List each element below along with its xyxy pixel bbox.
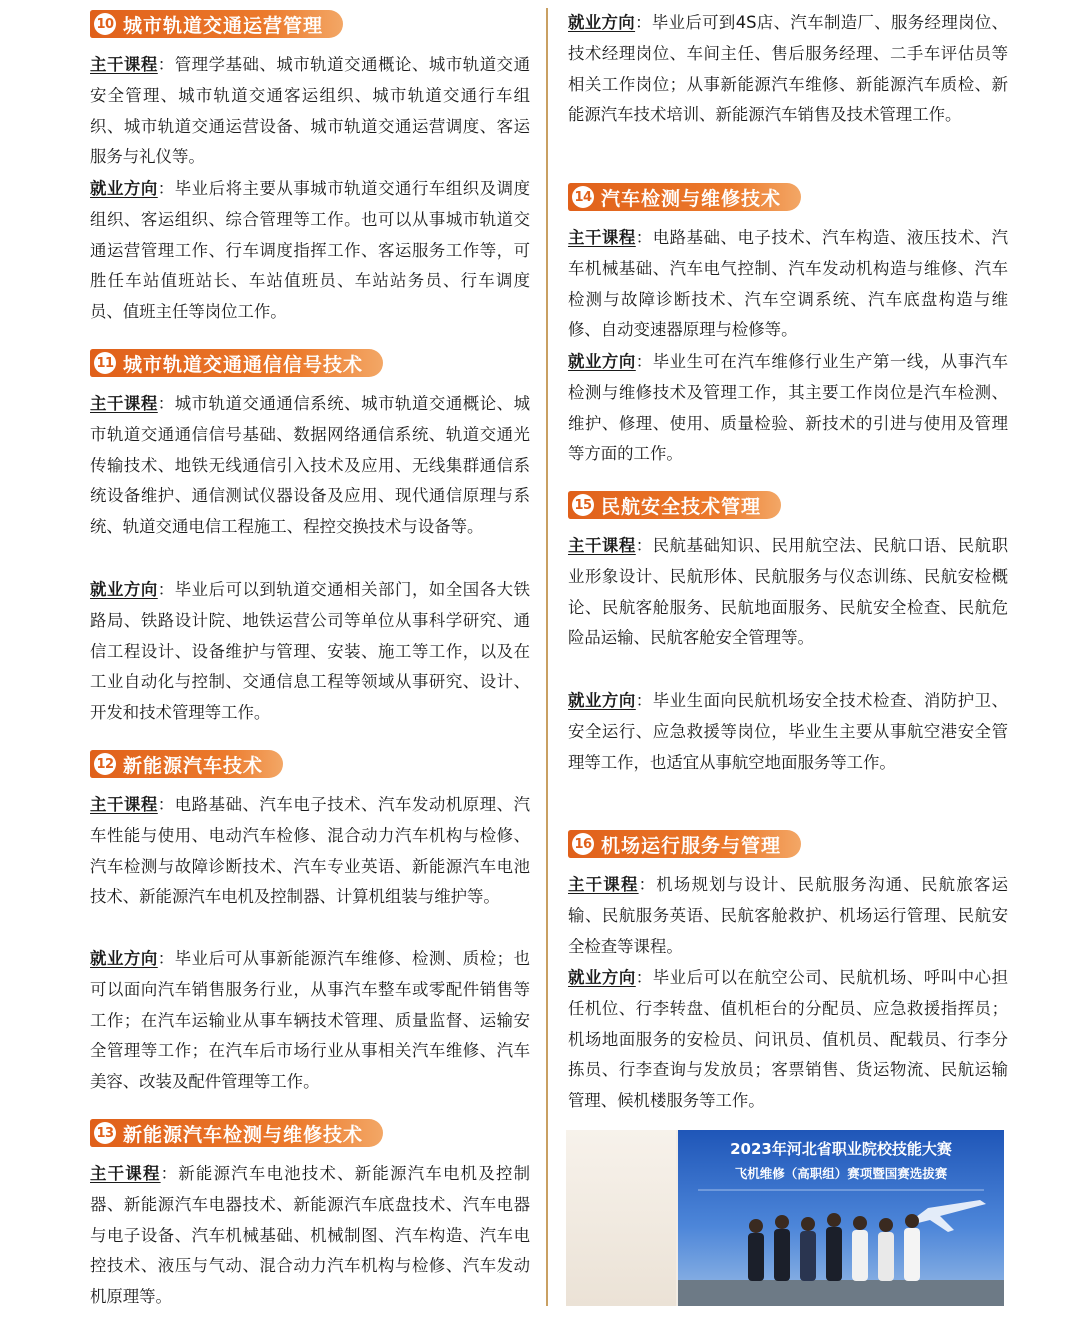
section-title: 民航安全技术管理 bbox=[601, 495, 762, 518]
section-heading-bar bbox=[90, 1119, 383, 1147]
section-number: 16 bbox=[572, 833, 594, 855]
section-heading-bar bbox=[568, 830, 801, 858]
jobs-paragraph-15: 就业方向：毕业生面向民航机场安全技术检查、消防护卫、安全运行、应急救援等岗位，毕业生主要从事航空港安全管理等工作，也适宜从事航空地面服务等工作。 bbox=[568, 691, 1009, 772]
courses-paragraph-10: 主干课程：管理学基础、城市轨道交通概论、城市轨道交通安全管理、城市轨道交通客运组织、城市轨道交通行车组织、城市轨道交通运营设备、城市轨道交通运营调度、客运服务与礼仪等。 bbox=[90, 55, 531, 167]
jobs-text: 毕业后可从事新能源汽车维修、检测、质检；也可以面向汽车销售服务行业，从事汽车整车或零配件销售等工作；在汽车运输业从事车辆技术管理、质量监督、运输安全管理等工作；在汽车后市场行业从事相关汽车维修、汽车美容、改装及配件管理等工作。 bbox=[90, 949, 531, 1092]
courses-paragraph-12: 主干课程：电路基础、汽车电子技术、汽车发动机原理、汽车性能与使用、电动汽车检修、混合动力汽车机构与检修、汽车检测与故障诊断技术、汽车专业英语、新能源汽车电池技术、新能源汽车电机及控制器、计算机组装与维护等。 bbox=[90, 795, 531, 907]
courses-label: 主干课程 bbox=[568, 228, 636, 247]
section-heading-bar bbox=[90, 750, 283, 778]
courses-text: 电路基础、汽车电子技术、汽车发动机原理、汽车性能与使用、电动汽车检修、混合动力汽车机构与检修、汽车检测与故障诊断技术、汽车专业英语、新能源汽车电池技术、新能源汽车电机及控制器、计算机组装与维护等。 bbox=[90, 795, 531, 907]
section-heading-14 bbox=[568, 182, 801, 212]
courses-label: 主干课程 bbox=[568, 875, 639, 894]
photo-left-panel bbox=[566, 1130, 676, 1306]
jobs-paragraph-13: 就业方向：毕业后可到4S店、汽车制造厂、服务经理岗位、技术经理岗位、车间主任、售后服务经理、二手车评估员等相关工作岗位；从事新能源汽车维修、新能源汽车质检、新能源汽车技术培训、新能源汽车销售及技术管理工作。 bbox=[568, 13, 1009, 125]
photo-title: 2023年河北省职业院校技能大赛 bbox=[730, 1140, 952, 1158]
section-heading-bar bbox=[90, 349, 383, 377]
section-heading-10 bbox=[90, 9, 343, 39]
jobs-label: 就业方向 bbox=[568, 352, 636, 371]
jobs-text: 毕业后可以到轨道交通相关部门，如全国各大铁路局、铁路设计院、地铁运营公司等单位从事科学研究、通信工程设计、设备维护与管理、安装、施工等工作，以及在工业自动化与控制、交通信息工程等领域从事研究、设计、开发和技术管理等工作。 bbox=[90, 580, 531, 723]
section-heading-15 bbox=[568, 490, 781, 520]
jobs-label: 就业方向 bbox=[90, 179, 158, 198]
courses-paragraph-14: 主干课程：电路基础、电子技术、汽车构造、液压技术、汽车机械基础、汽车电气控制、汽车发动机构造与维修、汽车检测与故障诊断技术、汽车空调系统、汽车底盘构造与维修、自动变速器原理与检修等。 bbox=[568, 228, 1009, 340]
jobs-label: 就业方向 bbox=[568, 691, 636, 710]
courses-label: 主干课程 bbox=[90, 795, 158, 814]
courses-paragraph-15: 主干课程：民航基础知识、民用航空法、民航口语、民航职业形象设计、民航形体、民航服务与仪态训练、民航安检概论、民航客舱服务、民航地面服务、民航安全检查、民航危险品运输、民航客舱安全管理等。 bbox=[568, 536, 1009, 648]
section-title: 城市轨道交通运营管理 bbox=[123, 14, 324, 37]
courses-label: 主干课程 bbox=[90, 1164, 161, 1183]
section-number: 12 bbox=[94, 753, 116, 775]
group-photo-illustration bbox=[678, 1130, 1004, 1306]
section-title: 机场运行服务与管理 bbox=[601, 834, 782, 857]
jobs-paragraph-14: 就业方向：毕业生可在汽车维修行业生产第一线，从事汽车检测与维修技术及管理工作，其主要工作岗位是汽车检测、维护、修理、使用、质量检验、新技术的引进与使用及管理等方面的工作。 bbox=[568, 352, 1009, 464]
jobs-text: 毕业后将主要从事城市轨道交通行车组织及调度组织、客运组织、综合管理等工作。也可以从事城市轨道交通运营管理工作、行车调度指挥工作、客运服务工作等，可胜任车站值班站长、车站值班员、车站站务员、行车调度员、值班主任等岗位工作。 bbox=[90, 179, 531, 322]
courses-text: 城市轨道交通通信系统、城市轨道交通概论、城市轨道交通通信信号基础、数据网络通信系统、轨道交通光传输技术、地铁无线通信引入技术及应用、无线集群通信系统设备维护、通信测试仪器设备及应用、现代通信原理与系统、轨道交通电信工程施工、程控交换技术与设备等。 bbox=[90, 394, 531, 537]
courses-text: 管理学基础、城市轨道交通概论、城市轨道交通安全管理、城市轨道交通客运组织、城市轨道交通行车组织、城市轨道交通运营设备、城市轨道交通运营调度、客运服务与礼仪等。 bbox=[90, 55, 531, 167]
section-number: 14 bbox=[572, 186, 594, 208]
jobs-label: 就业方向 bbox=[568, 968, 636, 987]
photo-subtitle: 飞机维修（高职组）赛项暨国赛选拔赛 bbox=[734, 1166, 948, 1181]
jobs-text: 毕业生可在汽车维修行业生产第一线，从事汽车检测与维修技术及管理工作，其主要工作岗位是汽车检测、维护、修理、使用、质量检验、新技术的引进与使用及管理等方面的工作。 bbox=[568, 352, 1009, 464]
jobs-paragraph-11: 就业方向：毕业后可以到轨道交通相关部门，如全国各大铁路局、铁路设计院、地铁运营公司等单位从事科学研究、通信工程设计、设备维护与管理、安装、施工等工作，以及在工业自动化与控制、交通信息工程等领域从事研究、设计、开发和技术管理等工作。 bbox=[90, 580, 531, 723]
jobs-text: 毕业后可以在航空公司、民航机场、呼叫中心担任机位、行李转盘、值机柜台的分配员、应急救援指挥员；机场地面服务的安检员、问讯员、值机员、配载员、行李分拣员、行李查询与发放员；客票销售、货运物流、民航运输管理、候机楼服务等工作。 bbox=[568, 968, 1009, 1111]
section-heading-13 bbox=[90, 1118, 383, 1148]
jobs-paragraph-12: 就业方向：毕业后可从事新能源汽车维修、检测、质检；也可以面向汽车销售服务行业，从事汽车整车或零配件销售等工作；在汽车运输业从事车辆技术管理、质量监督、运输安全管理等工作；在汽车后市场行业从事相关汽车维修、汽车美容、改装及配件管理等工作。 bbox=[90, 949, 531, 1092]
courses-text: 电路基础、电子技术、汽车构造、液压技术、汽车机械基础、汽车电气控制、汽车发动机构造与维修、汽车检测与故障诊断技术、汽车空调系统、汽车底盘构造与维修、自动变速器原理与检修等。 bbox=[568, 228, 1009, 340]
competition-photo bbox=[566, 1130, 1004, 1306]
jobs-paragraph-16: 就业方向：毕业后可以在航空公司、民航机场、呼叫中心担任机位、行李转盘、值机柜台的分配员、应急救援指挥员；机场地面服务的安检员、问讯员、值机员、配载员、行李分拣员、行李查询与发放员；客票销售、货运物流、民航运输管理、候机楼服务等工作。 bbox=[568, 968, 1009, 1111]
section-heading-bar bbox=[90, 10, 343, 38]
courses-text: 新能源汽车电池技术、新能源汽车电机及控制器、新能源汽车电器技术、新能源汽车底盘技术、汽车电器与电子设备、汽车机械基础、机械制图、汽车构造、汽车电控技术、液压与气动、混合动力汽车机构与检修、汽车发动机原理等。 bbox=[90, 1164, 531, 1307]
jobs-paragraph-10: 就业方向：毕业后将主要从事城市轨道交通行车组织及调度组织、客运组织、综合管理等工作。也可以从事城市轨道交通运营管理工作、行车调度指挥工作、客运服务工作等，可胜任车站值班站长、车站值班员、车站站务员、行车调度员、值班主任等岗位工作。 bbox=[90, 179, 531, 322]
courses-label: 主干课程 bbox=[90, 55, 158, 74]
jobs-text: 毕业生面向民航机场安全技术检查、消防护卫、安全运行、应急救援等岗位，毕业生主要从事航空港安全管理等工作，也适宜从事航空地面服务等工作。 bbox=[568, 691, 1009, 772]
section-title: 城市轨道交通通信信号技术 bbox=[123, 353, 364, 376]
section-title: 新能源汽车检测与维修技术 bbox=[123, 1123, 364, 1146]
courses-label: 主干课程 bbox=[568, 536, 636, 555]
section-number: 11 bbox=[94, 352, 116, 374]
section-heading-bar bbox=[568, 491, 781, 519]
courses-paragraph-16: 主干课程：机场规划与设计、民航服务沟通、民航旅客运输、民航服务英语、民航客舱救护、机场运行管理、民航安全检查等课程。 bbox=[568, 875, 1009, 956]
section-heading-16 bbox=[568, 829, 801, 859]
section-number: 13 bbox=[94, 1122, 116, 1144]
courses-text: 机场规划与设计、民航服务沟通、民航旅客运输、民航服务英语、民航客舱救护、机场运行管理、民航安全检查等课程。 bbox=[568, 875, 1009, 956]
courses-text: 民航基础知识、民用航空法、民航口语、民航职业形象设计、民航形体、民航服务与仪态训练、民航安检概论、民航客舱服务、民航地面服务、民航安全检查、民航危险品运输、民航客舱安全管理等。 bbox=[568, 536, 1009, 648]
jobs-label: 就业方向 bbox=[90, 949, 158, 968]
section-title: 汽车检测与维修技术 bbox=[601, 187, 782, 210]
column-divider bbox=[546, 8, 548, 1306]
courses-paragraph-13: 主干课程：新能源汽车电池技术、新能源汽车电机及控制器、新能源汽车电器技术、新能源汽车底盘技术、汽车电器与电子设备、汽车机械基础、机械制图、汽车构造、汽车电控技术、液压与气动、混合动力汽车机构与检修、汽车发动机原理等。 bbox=[90, 1164, 531, 1307]
jobs-label: 就业方向 bbox=[568, 13, 636, 32]
section-number: 10 bbox=[94, 13, 116, 35]
courses-label: 主干课程 bbox=[90, 394, 158, 413]
section-number: 15 bbox=[572, 494, 594, 516]
jobs-label: 就业方向 bbox=[90, 580, 158, 599]
section-heading-bar bbox=[568, 183, 801, 211]
section-heading-12 bbox=[90, 749, 283, 779]
courses-paragraph-11: 主干课程：城市轨道交通通信系统、城市轨道交通概论、城市轨道交通通信信号基础、数据网络通信系统、轨道交通光传输技术、地铁无线通信引入技术及应用、无线集群通信系统设备维护、通信测试仪器设备及应用、现代通信原理与系统、轨道交通电信工程施工、程控交换技术与设备等。 bbox=[90, 394, 531, 537]
section-title: 新能源汽车技术 bbox=[123, 754, 264, 777]
section-heading-11 bbox=[90, 348, 383, 378]
jobs-text: 毕业后可到4S店、汽车制造厂、服务经理岗位、技术经理岗位、车间主任、售后服务经理、二手车评估员等相关工作岗位；从事新能源汽车维修、新能源汽车质检、新能源汽车技术培训、新能源汽车销售及技术管理工作。 bbox=[568, 13, 1009, 125]
